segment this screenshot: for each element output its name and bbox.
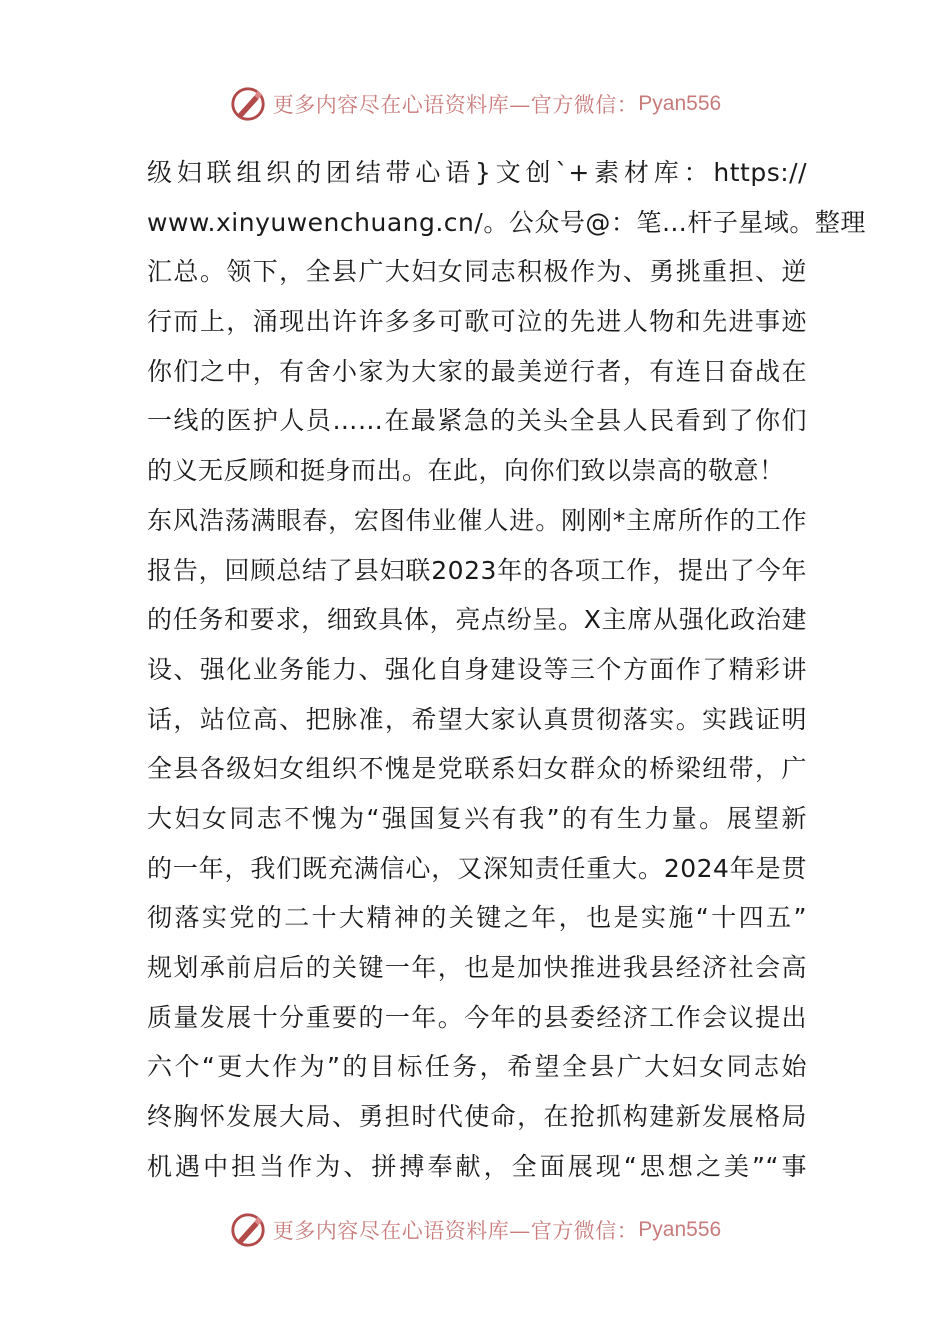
body-line: 六个“更大作为”的目标任务，希望全县广大妇女同志始 [147, 1052, 807, 1082]
footer-banner-text: 更多内容尽在心语资料库—官方微信： [272, 1219, 639, 1243]
body-line: 质量发展十分重要的一年。今年的县委经济工作会议提出 [147, 1002, 807, 1032]
pen-circle-logo-icon [229, 85, 267, 123]
footer-banner-contact: Pyan556 [638, 1218, 722, 1241]
body-line: 设、强化业务能力、强化自身建设等三个方面作了精彩讲 [147, 654, 807, 684]
body-line: 一线的医护人员……在最紧急的关头全县人民看到了你们 [147, 406, 807, 436]
body-line: 终胸怀发展大局、勇担时代使命，在抢抓构建新发展格局 [147, 1102, 807, 1132]
body-line: 全县各级妇女组织不愧是党联系妇女群众的桥梁纽带，广 [147, 754, 807, 784]
body-line: 行而上，涌现出许许多多可歌可泣的先进人物和先进事迹 [147, 307, 807, 337]
header-banner [0, 84, 950, 124]
body-line: 大妇女同志不愧为“强国复兴有我”的有生力量。展望新 [147, 803, 807, 833]
body-line: 东风浩荡满眼春，宏图伟业催人进。刚刚*主席所作的工作 [147, 505, 807, 535]
body-line: 你们之中，有舍小家为大家的最美逆行者，有连日奋战在 [147, 356, 807, 386]
body-line: 规划承前启后的关键一年，也是加快推进我县经济社会高 [147, 953, 807, 982]
header-banner-contact: Pyan556 [638, 92, 722, 115]
body-line: 汇总。领下，全县广大妇女同志积极作为、勇挑重担、逆 [147, 257, 807, 287]
body-line: 报告，回顾总结了县妇联2023年的各项工作，提出了今年 [147, 555, 807, 585]
body-line: www.xinyuwenchuang.cn/。公众号@：笔…杆子星域。整理 [147, 207, 866, 237]
body-line: 的义无反顾和挺身而出。在此，向你们致以崇高的敬意！ [147, 456, 785, 486]
body-line: 机遇中担当作为、拼搏奉献，全面展现“思想之美”“事 [147, 1151, 807, 1181]
footer-banner [0, 1210, 950, 1250]
body-line: 的一年，我们既充满信心，又深知责任重大。2024年是贯 [147, 853, 807, 883]
body-line: 话，站位高、把脉准，希望大家认真贯彻落实。实践证明 [147, 704, 807, 734]
header-banner-text: 更多内容尽在心语资料库—官方微信： [272, 93, 639, 117]
document-body [147, 148, 866, 1191]
pen-circle-logo-icon [229, 1211, 267, 1249]
body-line: 的任务和要求，细致具体，亮点纷呈。X主席从强化政治建 [147, 605, 807, 635]
body-line: 级妇联组织的团结带心语}文创`+素材库：https:// [147, 158, 807, 187]
body-line: 彻落实党的二十大精神的关键之年，也是实施“十四五” [147, 903, 807, 933]
